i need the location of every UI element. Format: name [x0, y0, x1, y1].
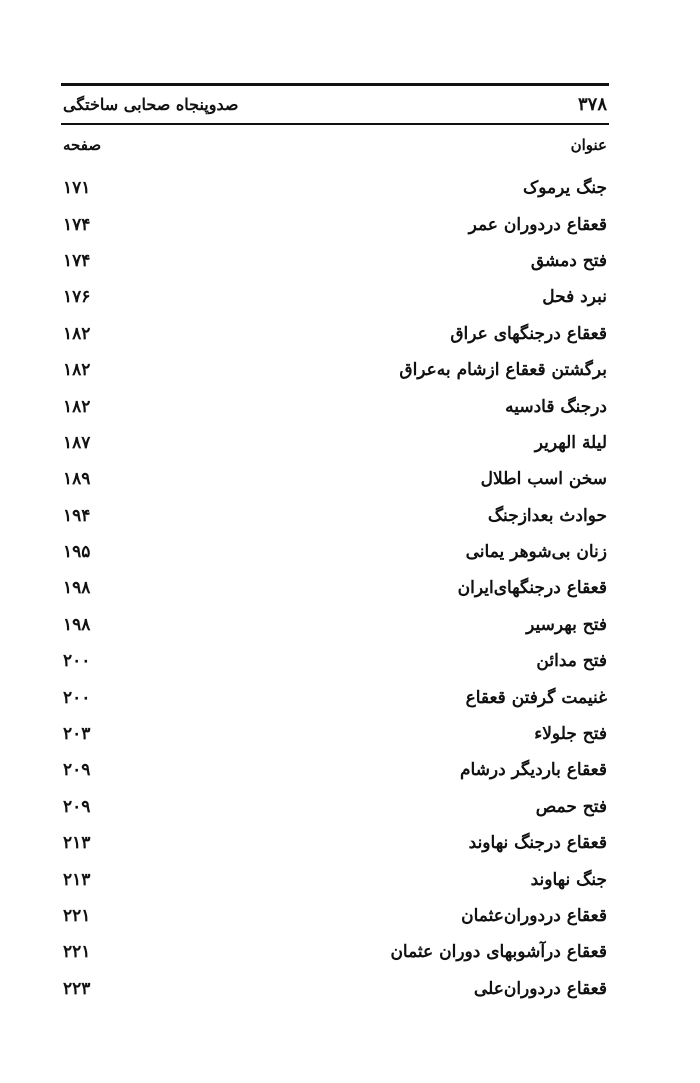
toc-title: قعقاع دردوران‌علی: [473, 978, 607, 999]
toc-page-number: ۱۹۸: [63, 614, 91, 635]
toc-title: قعقاع باردیگر درشام: [459, 760, 607, 781]
toc-row: [63, 352, 607, 388]
toc-row: [63, 388, 607, 424]
toc-title: حوادث بعدازجنگ: [487, 505, 607, 526]
toc-page-number: ۲۰۰: [63, 687, 91, 708]
toc-page-number: ۱۷۱: [63, 178, 91, 199]
toc-title: زنان بی‌شوهر یمانی: [465, 542, 607, 563]
toc-page-number: ۱۹۵: [63, 542, 91, 563]
toc-row: [63, 425, 607, 461]
toc-row: [63, 643, 607, 679]
toc-row: [63, 570, 607, 606]
toc-row: [63, 752, 607, 788]
page-number: ۳۷۸: [577, 93, 607, 115]
toc-page-number: ۲۰۰: [63, 651, 91, 672]
toc-row: [63, 861, 607, 897]
toc-page-number: ۱۸۹: [63, 469, 91, 490]
toc-entries: [63, 170, 607, 1007]
toc-page-number: ۱۹۴: [63, 505, 91, 526]
toc-page-number: ۲۰۳: [63, 724, 91, 745]
toc-row: [63, 498, 607, 534]
running-title: صدوپنجاه صحابی ساختگی: [63, 94, 239, 114]
toc-page-number: ۲۲۱: [63, 906, 91, 926]
toc-title: فتح دمشق: [530, 250, 607, 271]
toc-row: [63, 825, 607, 861]
toc-title: غنیمت گرفتن قعقاع: [465, 687, 607, 708]
toc-row: [63, 461, 607, 497]
toc-row: [63, 789, 607, 825]
toc-page-number: ۱۸۲: [63, 360, 91, 381]
toc-row: [63, 534, 607, 570]
toc-page-number: ۲۲۳: [63, 978, 91, 999]
toc-row: [63, 316, 607, 352]
toc-page-number: ۱۸۲: [63, 323, 91, 344]
toc-row: [63, 971, 607, 1007]
toc-title: جنگ یرموک: [523, 178, 607, 199]
toc-title: قعقاع درجنگهای‌ایران: [457, 578, 607, 599]
column-headers: [63, 130, 607, 160]
toc-title: جنگ نهاوند: [530, 869, 607, 890]
toc-title: نبرد فحل: [542, 287, 607, 308]
toc-page-number: ۲۰۹: [63, 760, 91, 781]
toc-page-number: ۲۰۹: [63, 796, 91, 817]
toc-page-number: ۱۷۴: [63, 214, 91, 235]
toc-title: قعقاع دردوران عمر: [468, 214, 607, 235]
toc-row: [63, 279, 607, 315]
toc-page-number: ۱۸۷: [63, 432, 91, 453]
header-bottom-rule: [61, 123, 609, 125]
title-column-label: عنوان: [570, 136, 607, 154]
toc-title: درجنگ قادسیه: [505, 396, 607, 417]
toc-title: فتح حمص: [535, 796, 607, 817]
toc-row: [63, 206, 607, 242]
toc-title: قعقاع دردوران‌عثمان: [461, 906, 607, 926]
toc-title: قعقاع درجنگهای عراق: [450, 323, 607, 344]
toc-page-number: ۱۹۸: [63, 578, 91, 599]
toc-page-number: ۱۸۲: [63, 396, 91, 417]
running-header: [63, 88, 607, 120]
toc-title: سخن اسب اطلال: [480, 469, 607, 490]
toc-title: لیلة الهریر: [534, 432, 607, 453]
page-column-label: صفحه: [63, 136, 102, 154]
toc-title: فتح مدائن: [536, 651, 607, 672]
toc-row: [63, 679, 607, 715]
toc-page-number: ۲۱۳: [63, 833, 91, 854]
toc-title: برگشتن قعقاع ازشام به‌عراق: [399, 360, 607, 381]
toc-page-number: ۲۲۱: [63, 942, 91, 963]
toc-row: [63, 607, 607, 643]
header-top-rule: [61, 83, 609, 86]
toc-row: [63, 170, 607, 206]
toc-page-number: ۱۷۶: [63, 287, 91, 308]
toc-row: [63, 934, 607, 970]
toc-title: فتح جلولاء: [534, 724, 607, 745]
toc-row: [63, 898, 607, 934]
toc-page-number: ۲۱۳: [63, 869, 91, 890]
toc-row: [63, 716, 607, 752]
toc-title: فتح بهرسیر: [526, 614, 607, 635]
toc-page-number: ۱۷۴: [63, 250, 91, 271]
toc-title: قعقاع درآشوبهای دوران عثمان: [390, 942, 607, 963]
toc-row: [63, 243, 607, 279]
toc-title: قعقاع درجنگ نهاوند: [468, 833, 607, 854]
